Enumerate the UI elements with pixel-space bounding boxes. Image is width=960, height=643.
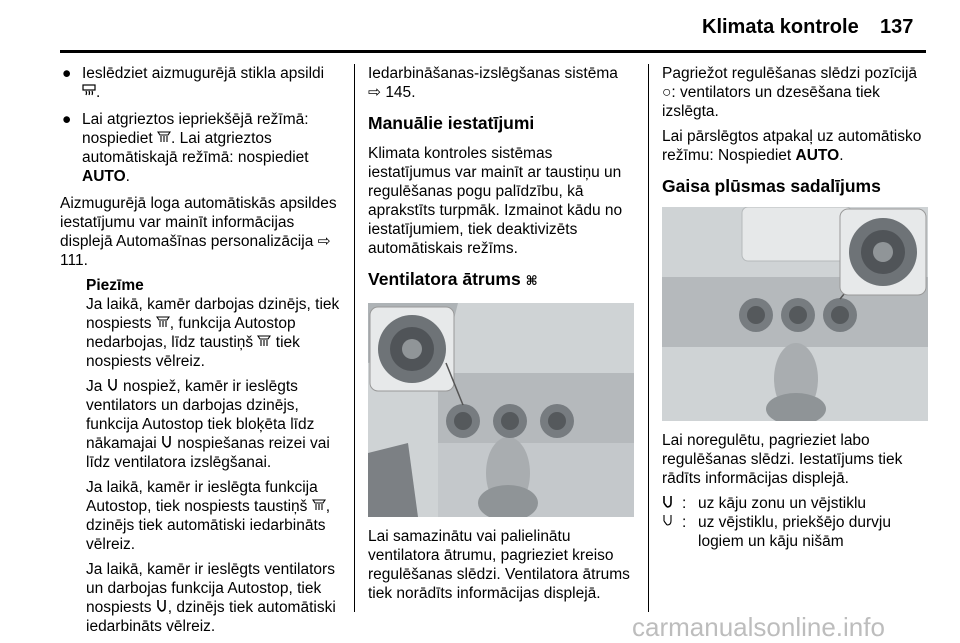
- bullet-item: ● Ieslēdziet aizmugurējā stikla apsildi .: [62, 65, 325, 101]
- windscreen-feet-icon: [662, 514, 674, 527]
- header-rule: [60, 50, 926, 53]
- ac-icon: [312, 498, 326, 511]
- paragraph: Lai noregulētu, pagrieziet labo regulēšanas slēdzi. Iestatījums tiek rādīts informācijas displejā.: [662, 432, 903, 487]
- definition-row: : uz kāju zonu un vējstiklu: [662, 494, 928, 513]
- ac-icon: [257, 334, 271, 347]
- section-heading: Ventilatora ātrums ⌘: [368, 269, 538, 289]
- watermark: carmanualsonline.info: [632, 612, 885, 642]
- paragraph: Pagriežot regulēšanas slēdzi pozīcijā ○: ventilators un dzesēšana tiek izslēgta.: [662, 65, 918, 120]
- note-box: [60, 276, 342, 636]
- paragraph: Klimata kontroles sistēmas iestatījumus var mainīt ar taustiņu un regulēšanas pogu palīdzību, kā aprakstīts turpmāk. Izmainot kādu no iestatījumiem, tiek deaktivizēts automātiskais režīms.: [368, 145, 623, 257]
- ac-icon: [156, 315, 170, 328]
- note-paragraph: Ja laikā, kamēr ir ieslēgts ventilators un darbojas funkcija Autostop, tiek nospiests , dzinējs tiek automātiski iedarbināts vēlreiz.: [86, 561, 336, 635]
- note-paragraph: Ja laikā, kamēr darbojas dzinējs, tiek nospiests , funkcija Autostop nedarbojas, līdz taustiņš tiek nospiests vēlreiz.: [86, 296, 340, 370]
- air-distribution-illustration: [662, 207, 928, 421]
- off-icon: ○: [662, 84, 672, 101]
- definition-row: : uz vējstiklu, priekšējo durvju logiem un kāju nišām: [662, 513, 928, 551]
- paragraph: Iedarbināšanas-izslēgšanas sistēma ⇨ 145.: [368, 65, 618, 101]
- ac-icon: [157, 130, 171, 143]
- note-paragraph: Ja laikā, kamēr ir ieslēgta funkcija Autostop, tiek nospiests taustiņš , dzinējs tiek automātiski iedarbināts vēlreiz.: [86, 479, 331, 553]
- reference-arrow-icon: ⇨: [368, 84, 381, 101]
- rear-defrost-icon: [82, 84, 96, 97]
- feet-windscreen-icon: [662, 495, 674, 508]
- dashboard-illustration: [662, 207, 928, 421]
- paragraph: Lai pārslēgtos atpakaļ uz automātisko režīmu: Nospiediet AUTO.: [662, 128, 922, 164]
- fan-control-illustration: [368, 303, 634, 517]
- feet-windscreen-icon: [156, 599, 168, 612]
- dashboard-illustration: [368, 303, 634, 517]
- note-paragraph: Ja nospiež, kamēr ir ieslēgts ventilators un darbojas dzinējs, funkcija Autostop tiek bloķēta līdz nākamajai nospiešanas reizei vai līdz ventilatora izslēgšanai.: [86, 378, 330, 471]
- column-divider: [354, 64, 355, 612]
- feet-windscreen-icon: [107, 378, 119, 391]
- page-number: 137: [880, 16, 914, 38]
- feet-windscreen-icon: [161, 435, 173, 448]
- bullet-item: ● Lai atgrieztos iepriekšējā režīmā: nospiediet . Lai atgrieztos automātiskajā režīmā: nospiediet AUTO.: [62, 111, 309, 185]
- column-divider: [648, 64, 649, 612]
- note-title: Piezīme: [86, 277, 144, 294]
- column-1: [60, 64, 342, 642]
- column-2: [368, 64, 634, 609]
- section-heading: Manuālie iestatījumi: [368, 113, 535, 133]
- paragraph: Lai samazinātu vai palielinātu ventilatora ātrumu, pagrieziet kreiso regulēšanas slēdzi. Ventilatora ātrums tiek norādīts informācijas displejā.: [368, 528, 630, 602]
- paragraph: Aizmugurējā loga automātiskās apsildes iestatījumu var mainīt informācijas displejā Automašīnas personalizācija ⇨ 111.: [60, 195, 337, 269]
- reference-arrow-icon: ⇨: [317, 233, 331, 250]
- column-3: [662, 64, 928, 551]
- running-header-title: Klimata kontrole: [702, 16, 859, 38]
- section-heading: Gaisa plūsmas sadalījums: [662, 176, 881, 196]
- fan-icon: ⌘: [525, 274, 538, 289]
